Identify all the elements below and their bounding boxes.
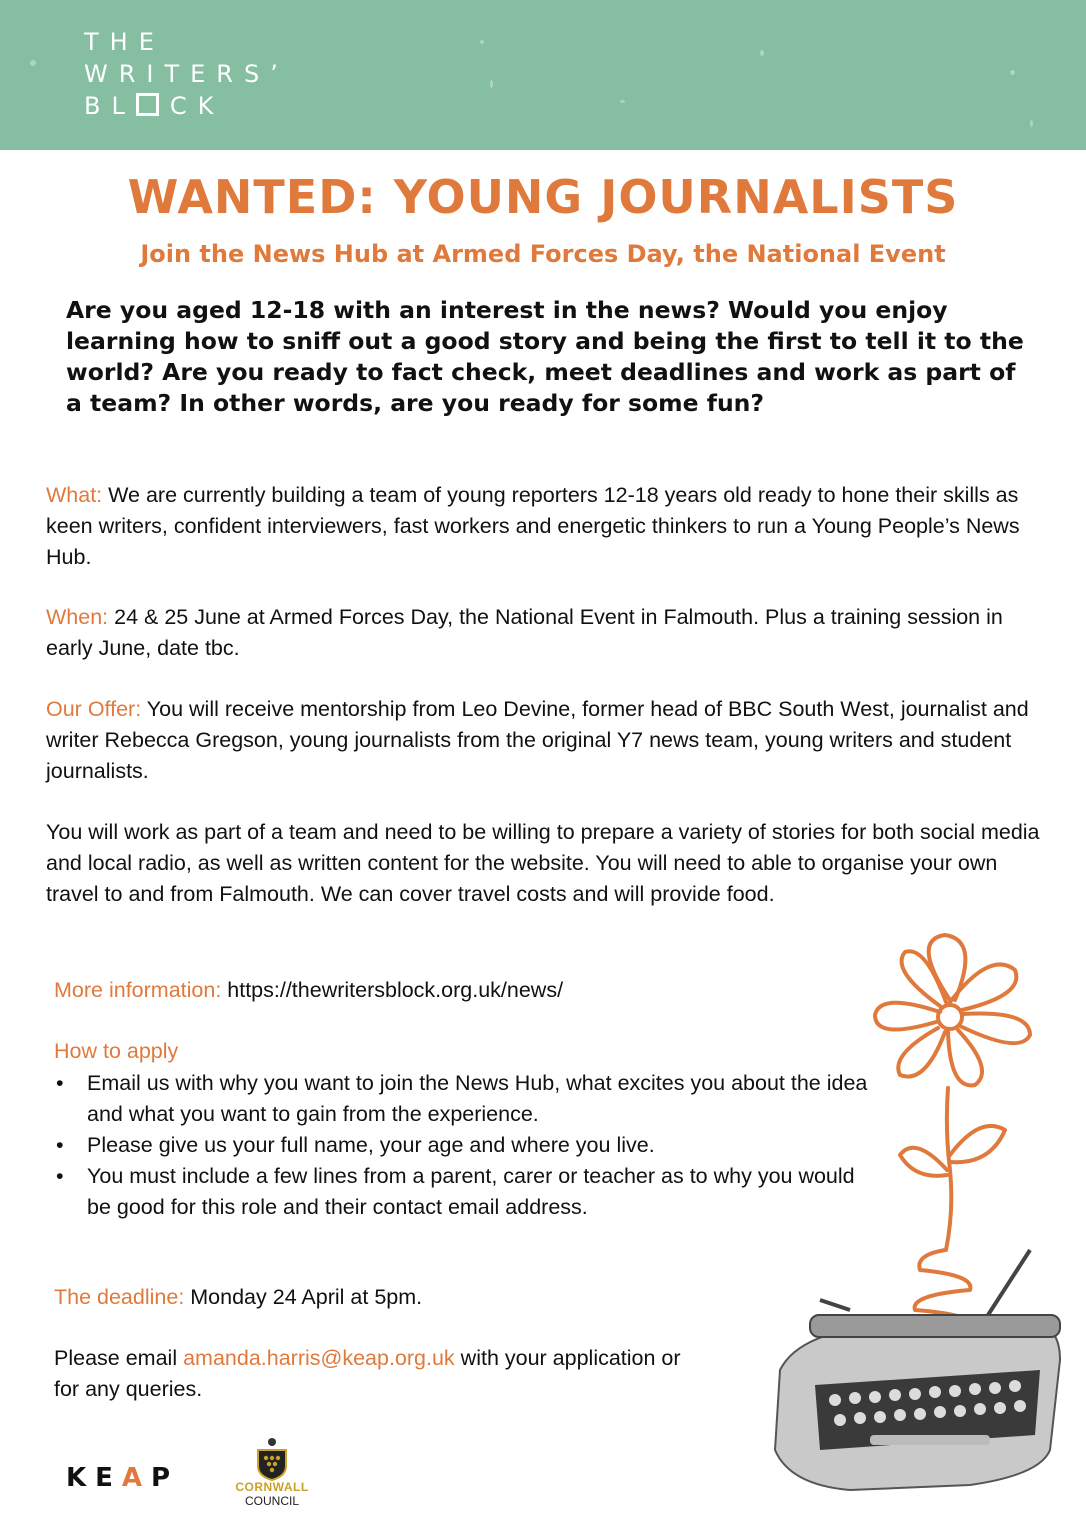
contact-paragraph bbox=[54, 1343, 694, 1405]
offer-text: You will receive mentorship from Leo Devine, former head of BBC South West, journalist and writer Rebecca Gregson, young journalists from the original Y7 news team, young writers and student journalists. bbox=[46, 697, 1029, 783]
council-name-1: CORNWALL bbox=[235, 1480, 309, 1494]
list-item: • You must include a few lines from a parent, carer or teacher as to why you would be good for this role and their contact email address. bbox=[54, 1161, 874, 1223]
when-label: When: bbox=[46, 605, 109, 629]
more-info-label: More information: bbox=[54, 978, 222, 1002]
cornwall-council-logo bbox=[222, 1436, 322, 1510]
logo-line-3a: BL bbox=[84, 92, 136, 120]
keap-logo: KEAP bbox=[66, 1463, 180, 1493]
contact-before: Please email bbox=[54, 1346, 184, 1370]
list-item: • Email us with why you want to join the News Hub, what excites you about the idea and what you want to gain from the experience. bbox=[54, 1068, 874, 1130]
offer-label: Our Offer: bbox=[46, 697, 142, 721]
list-item: • Please give us your full name, your age and where you live. bbox=[54, 1130, 874, 1161]
logo-line-2: WRITERS’ bbox=[84, 60, 289, 88]
deadline-label: The deadline: bbox=[54, 1285, 185, 1309]
what-paragraph bbox=[46, 480, 1046, 573]
logo-box-icon bbox=[136, 93, 159, 116]
when-text: 24 & 25 June at Armed Forces Day, the National Event in Falmouth. Plus a training session in early June, date tbc. bbox=[46, 605, 1003, 660]
writers-block-logo bbox=[84, 26, 289, 122]
how-to-apply-heading: How to apply bbox=[54, 1039, 179, 1063]
work-paragraph: You will work as part of a team and need to be willing to prepare a variety of stories for both social media and local radio, as well as written content for the website. You will need to able to organise your own travel to and from Falmouth. We can cover travel costs and will provide food. bbox=[46, 820, 1040, 906]
header-banner bbox=[0, 0, 1086, 150]
intro-paragraph: Are you aged 12-18 with an interest in the news? Would you enjoy learning how to sniff out a good story and being the first to tell it to the world? Are you ready to fact check, meet deadlines and work as part of a team? In other words, are you ready for some fun? bbox=[66, 296, 1024, 417]
flower-typewriter-illustration bbox=[740, 930, 1070, 1530]
contact-after: with your application or for any queries. bbox=[54, 1346, 681, 1401]
what-label: What: bbox=[46, 483, 103, 507]
more-info-paragraph bbox=[54, 975, 854, 1006]
when-paragraph bbox=[46, 602, 1046, 664]
contact-email-link[interactable]: amanda.harris@keap.org.uk bbox=[183, 1346, 455, 1370]
what-text: We are currently building a team of young reporters 12-18 years old ready to hone their skills as keen writers, confident interviewers, fast workers and energetic thinkers to run a Young People’s News Hub. bbox=[46, 483, 1020, 569]
council-crest-icon bbox=[254, 1436, 290, 1482]
page-subtitle: Join the News Hub at Armed Forces Day, the National Event bbox=[140, 240, 946, 268]
offer-paragraph bbox=[46, 694, 1046, 787]
more-info-link[interactable]: https://thewritersblock.org.uk/news/ bbox=[221, 978, 564, 1002]
logo-line-3b: CK bbox=[169, 92, 225, 120]
deadline-paragraph bbox=[54, 1282, 754, 1313]
page-title: WANTED: YOUNG JOURNALISTS bbox=[127, 170, 959, 224]
deadline-text: Monday 24 April at 5pm. bbox=[184, 1285, 423, 1309]
council-name-2: COUNCIL bbox=[244, 1494, 299, 1508]
logo-line-1: THE bbox=[84, 28, 165, 56]
typewriter-icon bbox=[775, 1250, 1060, 1490]
logo-line-3 bbox=[84, 90, 289, 122]
